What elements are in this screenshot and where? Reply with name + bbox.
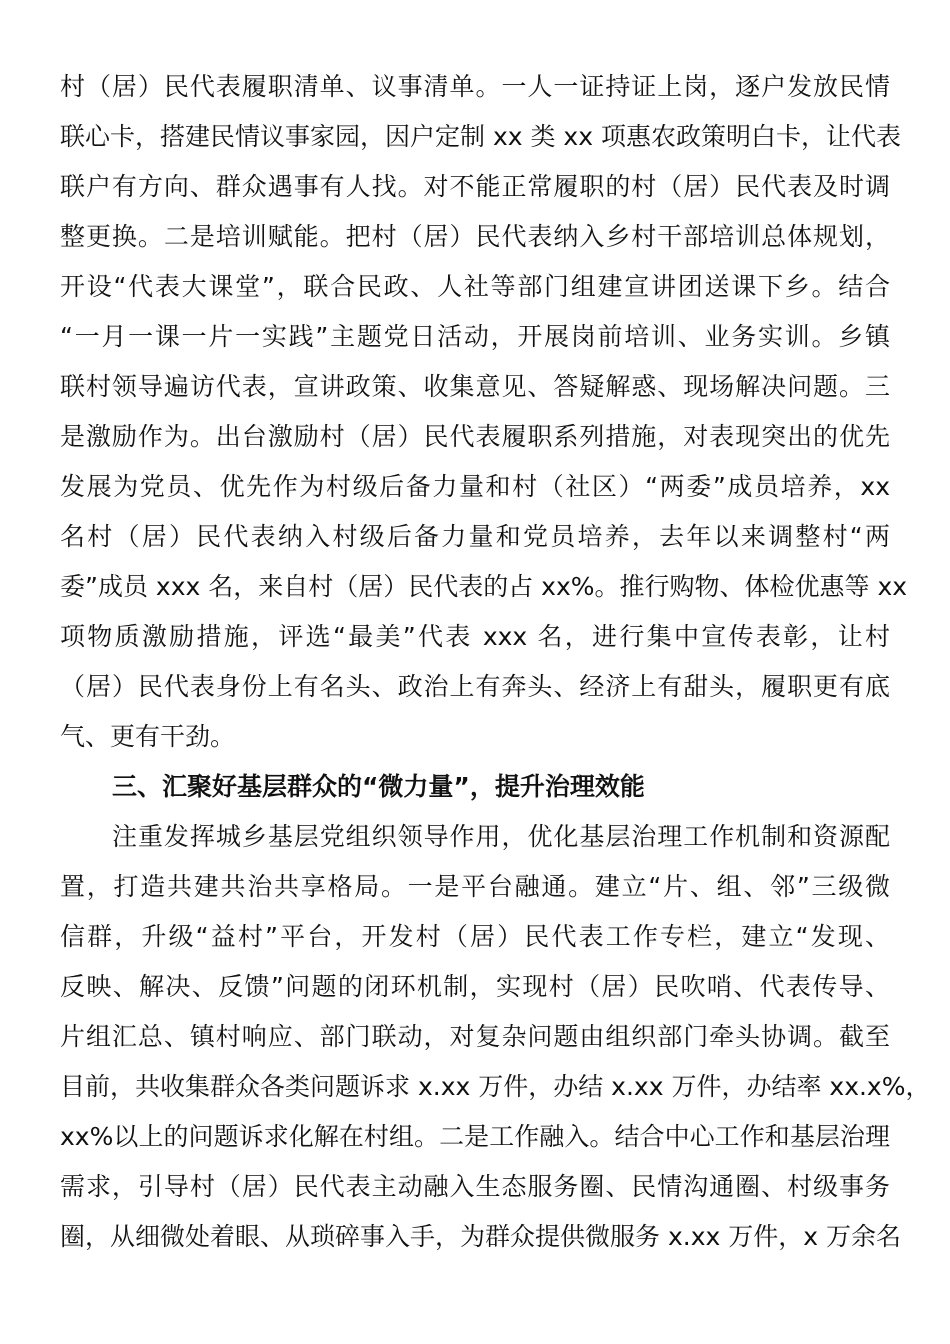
paragraph-line: 联村领导遍访代表，宣讲政策、收集意见、答疑解惑、现场解决问题。三 bbox=[60, 372, 890, 401]
paragraph-section-three bbox=[60, 812, 931, 1262]
paragraph-line: 是激励作为。出台激励村（居）民代表履职系列措施，对表现突出的优先 bbox=[60, 422, 890, 451]
paragraph-line: 联心卡，搭建民情议事家园，因户定制 xx 类 xx 项惠农政策明白卡，让代表 bbox=[60, 122, 901, 151]
paragraph-line: 需求，引导村（居）民代表主动融入生态服务圈、民情沟通圈、村级事务 bbox=[60, 1172, 890, 1201]
section-heading: 三、汇聚好基层群众的“微力量”，提升治理效能 bbox=[112, 772, 645, 801]
paragraph-continued bbox=[60, 62, 908, 762]
paragraph-line: 注重发挥城乡基层党组织领导作用，优化基层治理工作机制和资源配 bbox=[112, 822, 890, 851]
paragraph-line: 委”成员 xxx 名，来自村（居）民代表的占 xx%。推行购物、体检优惠等 xx bbox=[60, 572, 908, 601]
paragraph-line: 发展为党员、优先作为村级后备力量和村（社区）“两委”成员培养，xx bbox=[60, 472, 890, 501]
document-body bbox=[60, 62, 931, 1262]
paragraph-line: 气、更有干劲。 bbox=[60, 722, 236, 751]
paragraph-line: 名村（居）民代表纳入村级后备力量和党员培养，去年以来调整村“两 bbox=[60, 522, 890, 551]
paragraph-line: 目前，共收集群众各类问题诉求 x.xx 万件，办结 x.xx 万件，办结率 xx.x%， bbox=[60, 1072, 931, 1101]
paragraph-line: （居）民代表身份上有名头、政治上有奔头、经济上有甜头，履职更有底 bbox=[60, 672, 890, 701]
paragraph-line: 圈，从细微处着眼、从琐碎事入手，为群众提供微服务 x.xx 万件，x 万余名 bbox=[60, 1222, 901, 1251]
paragraph-line: 片组汇总、镇村响应、部门联动，对复杂问题由组织部门牵头协调。截至 bbox=[60, 1022, 890, 1051]
paragraph-line: 村（居）民代表履职清单、议事清单。一人一证持证上岗，逐户发放民情 bbox=[60, 72, 890, 101]
paragraph-line: 联户有方向、群众遇事有人找。对不能正常履职的村（居）民代表及时调 bbox=[60, 172, 890, 201]
paragraph-line: 置，打造共建共治共享格局。一是平台融通。建立“片、组、邻”三级微 bbox=[60, 872, 890, 901]
paragraph-line: 信群，升级“益村”平台，开发村（居）民代表工作专栏，建立“发现、 bbox=[60, 922, 890, 951]
paragraph-line: 项物质激励措施，评选“最美”代表 xxx 名，进行集中宣传表彰，让村 bbox=[60, 622, 890, 651]
paragraph-line: xx%以上的问题诉求化解在村组。二是工作融入。结合中心工作和基层治理 bbox=[60, 1122, 890, 1151]
paragraph-line: 整更换。二是培训赋能。把村（居）民代表纳入乡村干部培训总体规划， bbox=[60, 222, 890, 251]
paragraph-line: 开设“代表大课堂”，联合民政、人社等部门组建宣讲团送课下乡。结合 bbox=[60, 272, 890, 301]
paragraph-line: 反映、解决、反馈”问题的闭环机制，实现村（居）民吹哨、代表传导、 bbox=[60, 972, 890, 1001]
paragraph-line: “一月一课一片一实践”主题党日活动，开展岗前培训、业务实训。乡镇 bbox=[60, 322, 890, 351]
